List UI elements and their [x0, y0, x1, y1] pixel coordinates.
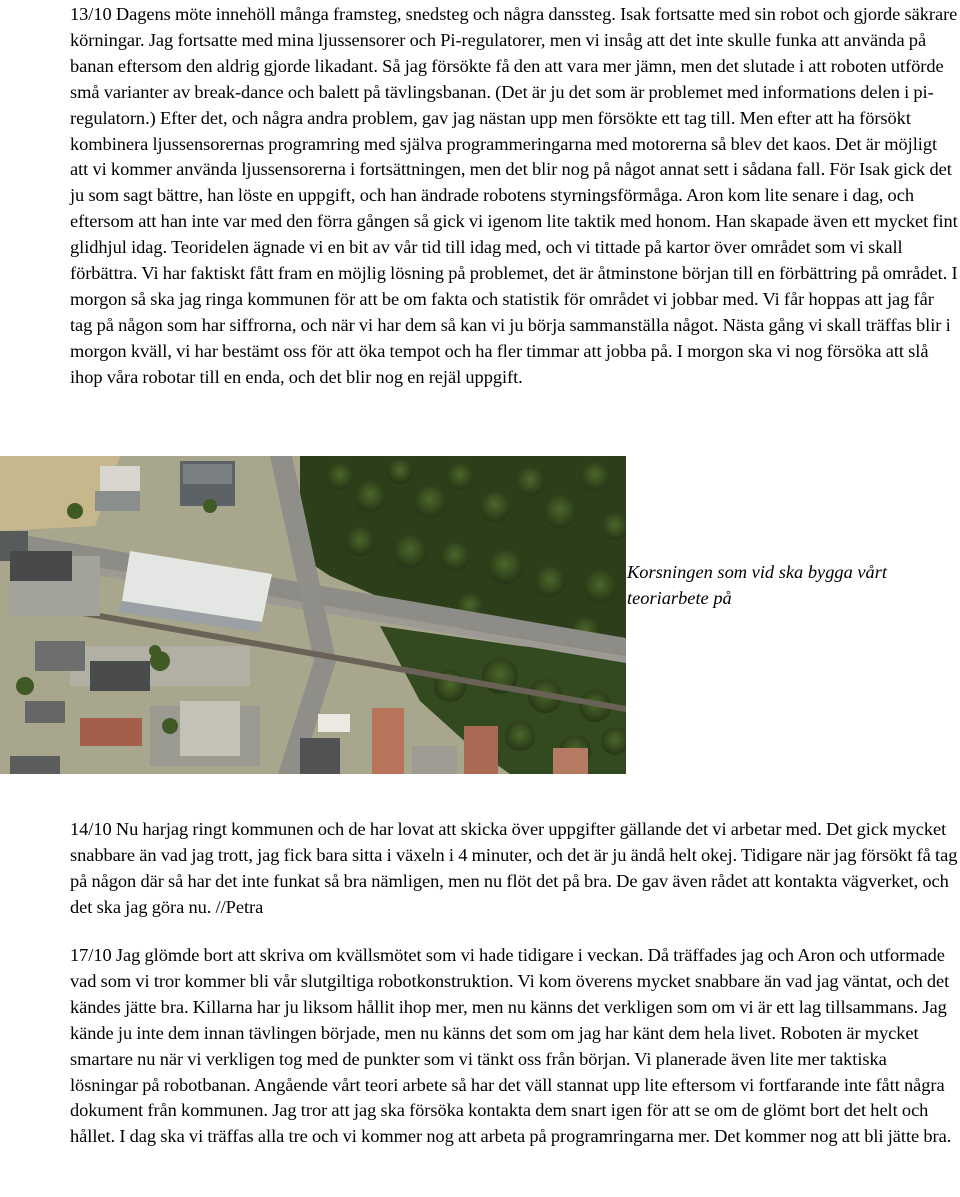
- figure-caption: Korsningen som vid ska bygga vårt teoriarbete på: [627, 562, 888, 608]
- aerial-photo-intersection: [0, 456, 626, 774]
- diary-entry-17-10: 17/10 Jag glömde bort att skriva om kvällsmötet som vi hade tidigare i veckan. Då träffades jag och Aron och utformade vad som vi tror kommer bli vår slutgiltiga robotkonstruktion. Vi kom överens mycket snabbare än vad jag väntat, och det kändes jätte bra. Killarna har ju liksom hållit ihop mer, men nu känns det verkligen som om vi är ett lag tillsammans. Jag kände ju inte dem innan tävlingen började, men nu känns det som om jag har känt dem hela livet. Roboten är mycket smartare nu när vi verkligen tog med de punkter som vi tänkt oss från början. Vi planerade även lite mer taktiska lösningar på robotbanan. Angående vårt teori arbete så har det väll stannat upp lite eftersom vi fortfarande inte fått några dokument från kommunen. Jag tror att jag ska försöka kontakta dem snart igen för att se om de glömt bort det helt och hållet. I dag ska vi träffas alla tre och vi kommer nog att arbeta på programringarna mer. Det kommer nog att bli jätte bra.: [70, 945, 952, 1147]
- diary-entry-13-10: 13/10 Dagens möte innehöll många framsteg, snedsteg och några danssteg. Isak fortsatte med sin robot och gjorde säkrare körningar. Jag fortsatte med mina ljussensorer och Pi-regulatorer, men vi insåg att det inte skulle funka att använda på banan eftersom den aldrig gjorde likadant. Så jag försökte få den att vara mer jämn, men det slutade i att roboten utförde små varianter av break-dance och balett på tävlingsbanan. (Det är ju det som är problemet med informations delen i pi-regulatorn.) Efter det, och några andra problem, gav jag nästan upp men försökte ett tag till. Men efter att ha försökt kombinera ljussensorernas programring med själva programmeringarna med motorerna så blev det kaos. Det är möjligt att vi kommer använda ljussensorerna i fortsättningen, men det blir nog på något annat sett i sådana fall. För Isak gick det ju som sagt bättre, han löste en uppgift, och han ändrade robotens styrningsförmåga. Aron kom lite senare i dag, och eftersom att han inte var med den förra gången så gick vi igenom lite taktik med honom. Han skapade även ett mycket fint glidhjul idag. Teoridelen ägnade vi en bit av vår tid till idag med, och vi tittade på kartor över området som vi skall förbättra. Vi har faktiskt fått fram en möjlig lösning på problemet, det är åtminstone början till en förbättring på området. I morgon så ska jag ringa kommunen för att be om fakta och statistik för området vi jobbar med. Vi får hoppas att jag får tag på någon som har siffrorna, och när vi har dem så kan vi ju börja sammanställa något. Nästa gång vi skall träffas blir i morgon kväll, vi har bestämt oss för att öka tempot och ha fler timmar att jobba på. I morgon ska vi nog försöka att slå ihop våra robotar till en enda, och det blir nog en rejäl uppgift.: [70, 4, 958, 387]
- diary-entry-14-10: 14/10 Nu harjag ringt kommunen och de har lovat att skicka över uppgifter gällande det vi arbetar med. Det gick mycket snabbare än vad jag trott, jag fick bara sitta i växeln i 4 minuter, och det är ju ändå helt okej. Tidigare när jag försökt få tag på någon där så har det inte funkat så bra nämligen, men nu flöt det på bra. De gav även rådet att kontakta vägverket, och det ska jag göra nu. //Petra: [70, 819, 958, 917]
